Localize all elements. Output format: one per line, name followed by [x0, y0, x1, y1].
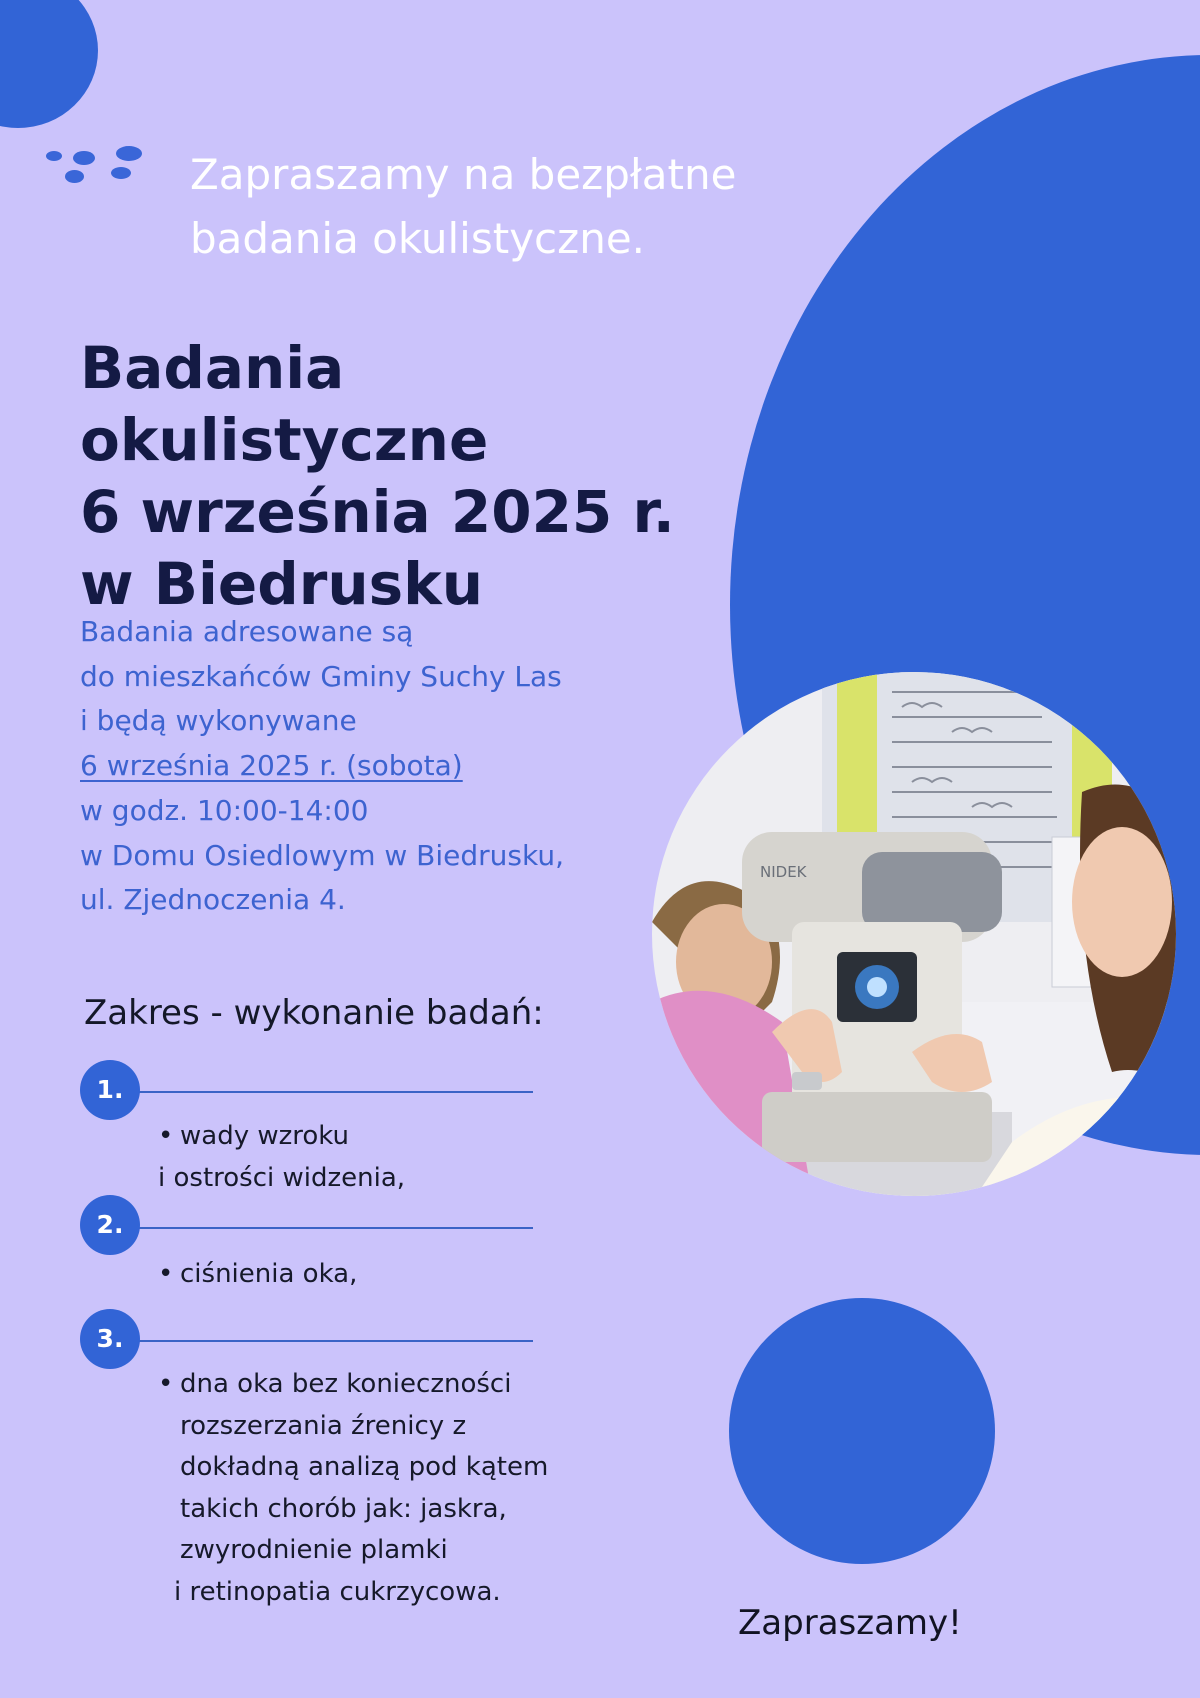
item-2-line-1: ciśnienia oka, [180, 1259, 358, 1289]
subtitle-line-1: Zapraszamy na bezpłatne [190, 150, 737, 199]
event-info-paragraph [80, 610, 640, 923]
bullet-1: • [158, 1121, 174, 1151]
closing-invitation: Zapraszamy! [738, 1603, 962, 1643]
scope-item-2 [158, 1254, 618, 1296]
info-date-underlined: 6 września 2025 r. (sobota) [80, 749, 463, 783]
info-line-3: i będą wykonywane [80, 704, 357, 738]
device-brand-label: NIDEK [760, 863, 807, 881]
item-3-line-6: i retinopatia cukrzycowa. [174, 1576, 501, 1607]
bullet-2: • [158, 1259, 174, 1289]
title-line-1: Badania okulistyczne [80, 334, 489, 474]
invitation-subtitle [190, 143, 830, 271]
info-line-1: Badania adresowane są [80, 615, 414, 648]
item-1-line-1: wady wzroku [180, 1121, 350, 1151]
page-title [80, 332, 740, 620]
bullet-3: • [158, 1369, 174, 1399]
decor-circle-bottom-right [729, 1298, 995, 1564]
number-badge-1: 1. [80, 1060, 140, 1120]
item-3-line-1: dna oka bez konieczności [180, 1369, 512, 1399]
eye-exam-photo [652, 672, 1176, 1196]
info-line-7: ul. Zjednoczenia 4. [80, 883, 346, 917]
title-line-2: 6 września 2025 r. [80, 478, 675, 546]
scope-item-3 [158, 1364, 618, 1613]
divider-line-3 [138, 1340, 533, 1342]
item-3-line-2: rozszerzania źrenicy z [180, 1410, 467, 1441]
scope-heading: Zakres - wykonanie badań: [84, 993, 544, 1033]
number-badge-2: 2. [80, 1195, 140, 1255]
info-line-2: do mieszkańców Gminy Suchy Las [80, 659, 562, 693]
scope-item-1 [158, 1116, 618, 1199]
subtitle-line-2: badania okulistyczne. [190, 214, 646, 263]
info-line-6: w Domu Osiedlowym w Biedrusku, [80, 838, 565, 872]
number-badge-3: 3. [80, 1309, 140, 1369]
title-line-3: w Biedrusku [80, 550, 483, 618]
item-1-line-2: i ostrości widzenia, [158, 1162, 406, 1193]
item-3-line-3: dokładną analizą pod kątem [180, 1452, 549, 1482]
divider-line-1 [138, 1091, 533, 1093]
divider-line-2 [138, 1227, 533, 1229]
dots-decoration-icon [46, 150, 146, 200]
item-3-line-4: takich chorób jak: jaskra, [180, 1493, 507, 1524]
item-3-line-5: zwyrodnienie plamki [180, 1535, 448, 1565]
decor-circle-top-left [0, 0, 98, 128]
info-line-5: w godz. 10:00-14:00 [80, 793, 369, 827]
